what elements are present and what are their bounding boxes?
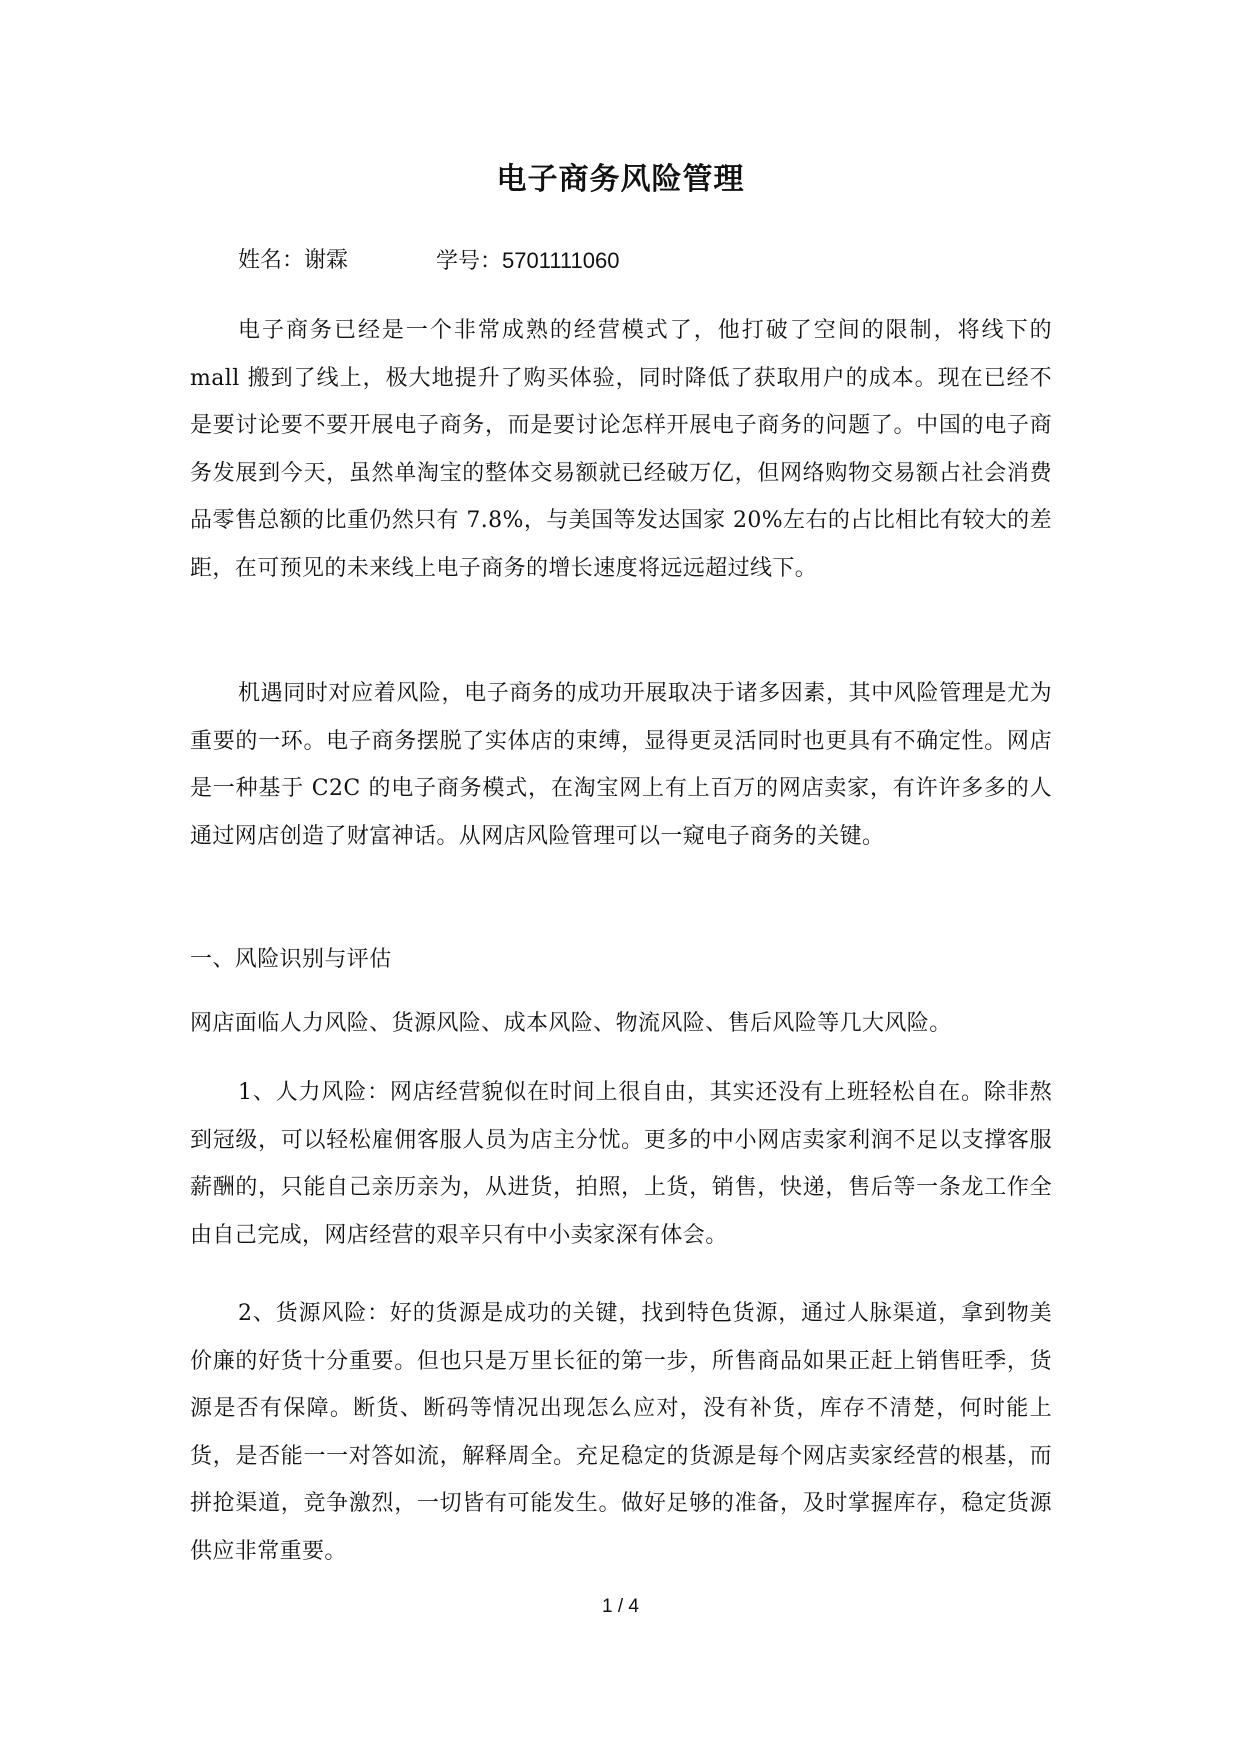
page-number: 1 / 4 [602,1596,639,1617]
student-id-value: 5701111060 [502,248,620,273]
student-id-label: 学号： [436,249,503,274]
paragraph-supply-risk: 2、货源风险：好的货源是成功的关键，找到特色货源，通过人脉渠道，拿到物美价廉的好货十分重要。但也只是万里长征的第一步，所售商品如果正赶上销售旺季，货源是否有保障。断货、断码等情况出现怎么应对，没有补货，库存不清楚，何时能上货，是否能一一对答如流，解释周全。充足稳定的货源是每个网店卖家经营的根基，而拼抢渠道，竞争激烈，一切皆有可能发生。做好足够的准备，及时掌握库存，稳定货源供应非常重要。 [190,1301,1052,1564]
paragraph-intro: 电子商务已经是一个非常成熟的经营模式了，他打破了空间的限制，将线下的 mall 搬到了线上，极大地提升了购买体验，同时降低了获取用户的成本。现在已经不是要讨论要不要开展电子商务，而是要讨论怎样开展电子商务的问题了。中国的电子商务发展到今天，虽然单淘宝的整体交易额就已经破万亿，但网络购物交易额占社会消费品零售总额的比重仍然只有 7.8%，与美国等发达国家 20%左右的占比相比有较大的差距，在可预见的未来线上电子商务的增长速度将远远超过线下。 [190,318,1052,581]
paragraph-risk-overview: 网店面临人力风险、货源风险、成本风险、物流风险、售后风险等几大风险。 [190,1011,952,1036]
student-id [436,246,619,277]
document-title: 电子商务风险管理 [496,162,745,197]
section-heading-risk-identification: 一、风险识别与评估 [190,947,392,972]
author-info [238,246,620,276]
paragraph-opportunity-risk: 机遇同时对应着风险，电子商务的成功开展取决于诸多因素，其中风险管理是尤为重要的一环。电子商务摆脱了实体店的束缚，显得更灵活同时也更具有不确定性。网店是一种基于 C2C 的电子商务模式，在淘宝网上有上百万的网店卖家，有许许多多的人通过网店创造了财富神话。从网店风险管理可以一窥电子商务的关键。 [190,681,1052,849]
paragraph-labor-risk: 1、人力风险：网店经营貌似在时间上很自由，其实还没有上班轻松自在。除非熬到冠级，可以轻松雇佣客服人员为店主分忧。更多的中小网店卖家利润不足以支撑客服薪酬的，只能自己亲历亲为，从进货，拍照，上货，销售，快递，售后等一条龙工作全由自己完成，网店经营的艰辛只有中小卖家深有体会。 [190,1080,1052,1248]
student-name: 姓名：谢霖 [238,248,349,273]
